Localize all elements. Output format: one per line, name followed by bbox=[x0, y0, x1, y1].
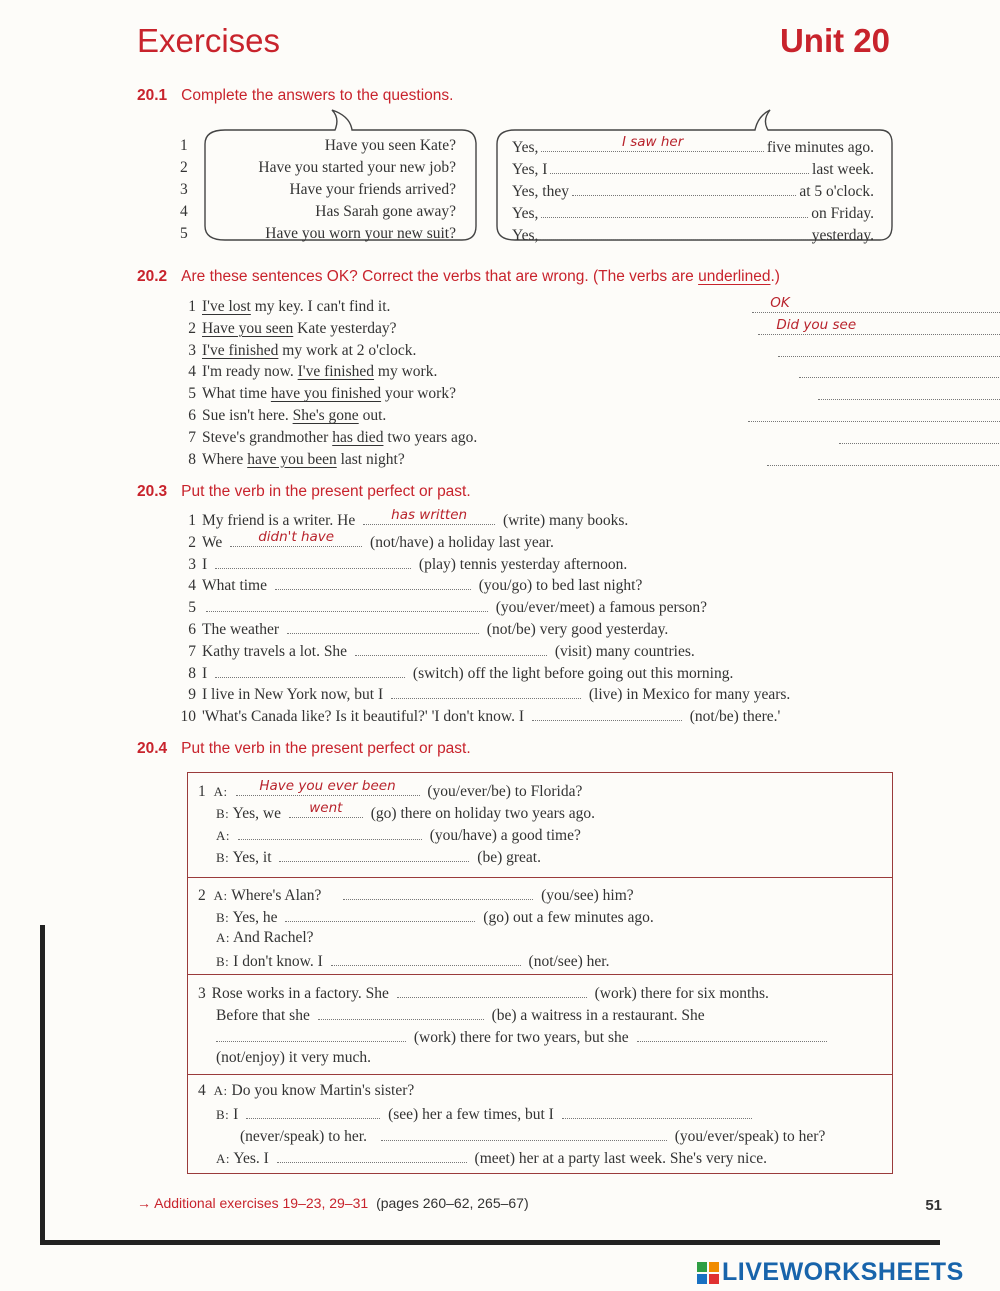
section-20-3-heading: 20.3 Put the verb in the present perfect or past. bbox=[137, 483, 471, 500]
d4-answer-4[interactable] bbox=[277, 1148, 467, 1163]
s3-answer-4[interactable] bbox=[275, 575, 471, 590]
question-2: 2 Have you started your new job? bbox=[180, 159, 456, 176]
answer-1: Yes, I saw her five minutes ago. bbox=[512, 134, 874, 156]
d1-answer-4[interactable] bbox=[279, 847, 469, 862]
section-20-3-list bbox=[180, 507, 900, 728]
s3-answer-9[interactable] bbox=[391, 684, 581, 699]
section-20-4-heading: 20.4 Put the verb in the present perfect or past. bbox=[137, 740, 471, 757]
s2-answer-2[interactable]: Did you see bbox=[758, 320, 1000, 335]
d4-answer-1[interactable] bbox=[246, 1104, 380, 1119]
s2-answer-4[interactable] bbox=[799, 363, 1000, 378]
s3-answer-3[interactable] bbox=[215, 554, 411, 569]
section-20-1-heading: 20.1 Complete the answers to the questions. bbox=[137, 87, 454, 104]
d3-answer-3[interactable] bbox=[216, 1027, 406, 1042]
question-3: 3 Have your friends arrived? bbox=[180, 181, 456, 198]
s2-answer-3[interactable] bbox=[778, 342, 1000, 357]
d2-answer-1[interactable] bbox=[343, 885, 533, 900]
answer-2: Yes, I last week. bbox=[512, 161, 874, 178]
d3-answer-4[interactable] bbox=[637, 1027, 827, 1042]
d1-answer-2[interactable]: went bbox=[289, 803, 363, 818]
dialogue-box bbox=[187, 772, 893, 1174]
page-number: 51 bbox=[925, 1197, 942, 1214]
answer-4-field[interactable] bbox=[541, 203, 808, 218]
additional-exercises-link[interactable]: → Additional exercises 19–23, 29–31 (pages 260–62, 265–67) bbox=[137, 1195, 529, 1211]
s2-answer-6[interactable] bbox=[748, 407, 1000, 422]
dialogue-4: 4 A: Do you know Martin's sister? B: I (see) her a few times, but I (never/speak) to her. (you/ever/speak) to her? A: Yes. I (meet) her at a party last week. She's very nice. bbox=[198, 1082, 826, 1167]
s3-item-8: 8 I (switch) off the light before going out this morning. bbox=[188, 664, 734, 682]
arrow-icon: → bbox=[137, 1195, 151, 1211]
divider bbox=[188, 877, 892, 878]
s2-item-6: 6 Sue isn't here. She's gone out. bbox=[180, 405, 892, 427]
answer-2-field[interactable] bbox=[550, 159, 809, 174]
d3-answer-1[interactable] bbox=[397, 983, 587, 998]
d4-answer-2[interactable] bbox=[562, 1104, 752, 1119]
d2-answer-2[interactable] bbox=[285, 907, 475, 922]
question-4: 4 Has Sarah gone away? bbox=[180, 203, 456, 220]
s3-item-7: 7 Kathy travels a lot. She (visit) many countries. bbox=[188, 642, 695, 660]
dialogue-2: 2 A: Where's Alan? (you/see) him? B: Yes, he (go) out a few minutes ago. A: And Rachel? B: I don't know. I (not/see) her. bbox=[198, 887, 654, 970]
unit-label: Unit 20 bbox=[779, 22, 890, 59]
s3-item-3: 3 I (play) tennis yesterday afternoon. bbox=[188, 555, 628, 573]
s3-item-6: 6 The weather (not/be) very good yesterday. bbox=[188, 620, 669, 638]
liveworksheets-logo[interactable]: LIVEWORKSHEETS bbox=[697, 1258, 964, 1287]
s3-answer-10[interactable] bbox=[532, 706, 682, 721]
s3-item-4: 4 What time (you/go) to bed last night? bbox=[188, 577, 643, 595]
s2-item-7: 7 Steve's grandmother has died two years ago. bbox=[180, 427, 892, 449]
s2-item-1: 1 I've lost my key. I can't find it. OK bbox=[180, 296, 892, 318]
s2-answer-8[interactable] bbox=[767, 451, 1000, 466]
divider bbox=[188, 974, 892, 975]
s2-item-8: 8 Where have you been last night? bbox=[180, 449, 892, 471]
answer-3-field[interactable] bbox=[572, 181, 796, 196]
page-title: Exercises bbox=[137, 22, 281, 59]
answer-3: Yes, they at 5 o'clock. bbox=[512, 183, 874, 200]
divider bbox=[188, 1074, 892, 1075]
question-1: 1 Have you seen Kate? bbox=[180, 137, 456, 154]
s2-item-2: 2 Have you seen Kate yesterday? Did you see bbox=[180, 318, 892, 340]
s3-item-5: 5 (you/ever/meet) a famous person? bbox=[188, 599, 708, 617]
d2-answer-3[interactable] bbox=[331, 951, 521, 966]
answer-1-field[interactable]: I saw her bbox=[541, 137, 763, 152]
s3-item-9: 9 I live in New York now, but I (live) in Mexico for many years. bbox=[188, 686, 791, 704]
s3-item-1: 1 My friend is a writer. He has written (write) many books. bbox=[188, 507, 629, 529]
answer-4: Yes, on Friday. bbox=[512, 205, 874, 222]
s3-answer-8[interactable] bbox=[215, 663, 405, 678]
answer-5: Yes, yesterday. bbox=[512, 227, 874, 244]
s2-answer-7[interactable] bbox=[839, 429, 1000, 444]
d1-answer-1[interactable]: Have you ever been bbox=[236, 781, 420, 796]
s3-answer-5[interactable] bbox=[206, 597, 488, 612]
s2-answer-1[interactable]: OK bbox=[752, 298, 1000, 313]
scan-edge-left bbox=[40, 925, 45, 1245]
s3-item-2: 2 We didn't have (not/have) a holiday last year. bbox=[188, 528, 554, 551]
liveworksheets-logo-icon bbox=[697, 1262, 719, 1284]
question-5: 5 Have you worn your new suit? bbox=[180, 225, 456, 242]
d3-answer-2[interactable] bbox=[318, 1005, 484, 1020]
s2-item-5: 5 What time have you finished your work? bbox=[180, 383, 892, 405]
dialogue-1: 1 A: Have you ever been (you/ever/be) to Florida? B: Yes, we went (go) there on holiday two years ago. A: (you/have) a good time? B: Yes, it (be) great. bbox=[198, 778, 596, 866]
section-20-2-heading: 20.2 Are these sentences OK? Correct the verbs that are wrong. (The verbs are underlined.) bbox=[137, 268, 780, 285]
dialogue-3: 3 Rose works in a factory. She (work) there for six months. Before that she (be) a waitress in a restaurant. She (work) there for two years, but she (not/enjoy) it very much. bbox=[198, 983, 888, 1071]
s3-answer-2[interactable]: didn't have bbox=[230, 532, 362, 547]
s2-answer-5[interactable] bbox=[818, 385, 1000, 400]
s3-answer-7[interactable] bbox=[355, 641, 547, 656]
d4-answer-3[interactable] bbox=[381, 1126, 667, 1141]
section-20-2-list bbox=[180, 296, 892, 470]
questions-list bbox=[180, 137, 460, 247]
answers-list bbox=[512, 134, 874, 247]
s3-answer-1[interactable]: has written bbox=[363, 510, 495, 525]
d1-answer-3[interactable] bbox=[238, 825, 422, 840]
scan-edge-bottom bbox=[40, 1240, 940, 1245]
answer-5-field[interactable] bbox=[541, 225, 808, 240]
s2-item-4: 4 I'm ready now. I've finished my work. bbox=[180, 361, 892, 383]
s3-item-10: 10 'What's Canada like? Is it beautiful?' 'I don't know. I (not/be) there.' bbox=[180, 708, 781, 726]
s3-answer-6[interactable] bbox=[287, 619, 479, 634]
s2-item-3: 3 I've finished my work at 2 o'clock. bbox=[180, 340, 892, 362]
